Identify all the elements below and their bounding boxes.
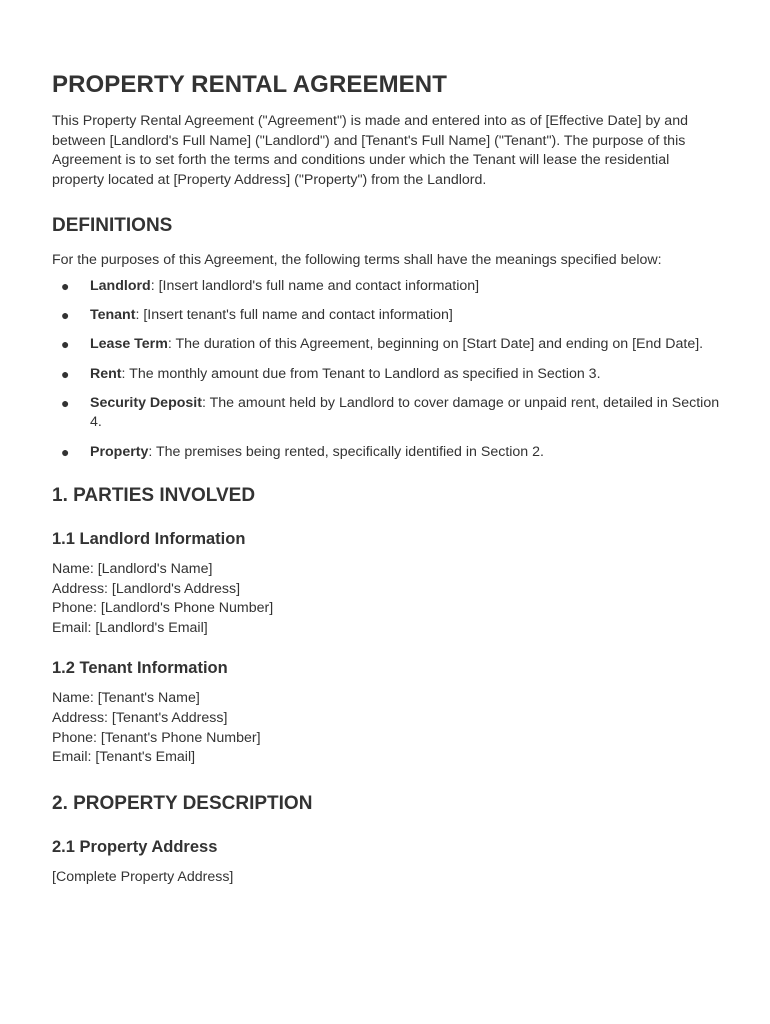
definition-text: : [Insert tenant's full name and contact information] bbox=[135, 307, 453, 324]
bullet-icon: ● bbox=[61, 336, 70, 353]
landlord-info-block bbox=[52, 560, 724, 638]
document-page bbox=[52, 70, 724, 887]
landlord-name-line: Name: [Landlord's Name] bbox=[52, 561, 213, 578]
landlord-info-heading: 1.1 Landlord Information bbox=[52, 530, 246, 549]
document-title: PROPERTY RENTAL AGREEMENT bbox=[52, 71, 447, 98]
definition-text: : The duration of this Agreement, beginning on [Start Date] and ending on [End Date]. bbox=[167, 336, 704, 353]
property-address-heading: 2.1 Property Address bbox=[52, 837, 218, 856]
definition-text: : The premises being rented, specifically identified in Section 2. bbox=[148, 443, 544, 460]
tenant-info-block bbox=[52, 689, 724, 767]
tenant-phone-line: Phone: [Tenant's Phone Number] bbox=[52, 729, 261, 746]
landlord-email-line: Email: [Landlord's Email] bbox=[52, 619, 208, 636]
definition-term: Tenant bbox=[90, 307, 136, 324]
definition-item-lease-term bbox=[52, 335, 724, 355]
bullet-icon: ● bbox=[61, 394, 70, 411]
bullet-icon: ● bbox=[61, 443, 70, 460]
definition-term: Property bbox=[90, 443, 149, 460]
definition-item-rent bbox=[52, 365, 724, 385]
landlord-phone-line: Phone: [Landlord's Phone Number] bbox=[52, 600, 274, 617]
definitions-list bbox=[52, 277, 724, 462]
bullet-icon: ● bbox=[61, 307, 70, 324]
definition-item-landlord bbox=[52, 277, 724, 297]
definition-text: : The amount held by Landlord to cover damage or unpaid rent, detailed in Section 4. bbox=[90, 394, 720, 431]
tenant-name-line: Name: [Tenant's Name] bbox=[52, 690, 200, 707]
definition-text: : [Insert landlord's full name and contact information] bbox=[150, 277, 480, 294]
property-address-line: [Complete Property Address] bbox=[52, 868, 234, 885]
bullet-icon: ● bbox=[61, 365, 70, 382]
parties-heading: 1. PARTIES INVOLVED bbox=[52, 485, 256, 507]
intro-paragraph: This Property Rental Agreement ("Agreement") is made and entered into as of [Effective Date] by and between [Landlord's Full Name] ("Landlord") and [Tenant's Full Name] ("Tenant"). The purpose of this Agreement is to set forth the terms and conditions under which the Tenant will lease the residential property located at [Property Address] ("Property") from the Landlord. bbox=[52, 113, 688, 188]
definition-term: Landlord bbox=[90, 277, 151, 294]
landlord-address-line: Address: [Landlord's Address] bbox=[52, 580, 241, 597]
definition-item-tenant bbox=[52, 306, 724, 326]
definition-item-property bbox=[52, 443, 724, 463]
tenant-info-heading: 1.2 Tenant Information bbox=[52, 659, 228, 678]
definition-term: Lease Term bbox=[90, 336, 168, 353]
definition-term: Security Deposit bbox=[90, 394, 202, 411]
property-description-heading: 2. PROPERTY DESCRIPTION bbox=[52, 792, 313, 814]
definitions-lead: For the purposes of this Agreement, the following terms shall have the meanings specified below: bbox=[52, 252, 662, 269]
tenant-address-line: Address: [Tenant's Address] bbox=[52, 710, 228, 727]
tenant-email-line: Email: [Tenant's Email] bbox=[52, 749, 196, 766]
definition-text: : The monthly amount due from Tenant to Landlord as specified in Section 3. bbox=[121, 365, 601, 382]
definition-item-security-deposit bbox=[52, 394, 724, 433]
definitions-heading: DEFINITIONS bbox=[52, 215, 173, 237]
definition-term: Rent bbox=[90, 365, 122, 382]
property-address-block bbox=[52, 868, 724, 888]
bullet-icon: ● bbox=[61, 277, 70, 294]
